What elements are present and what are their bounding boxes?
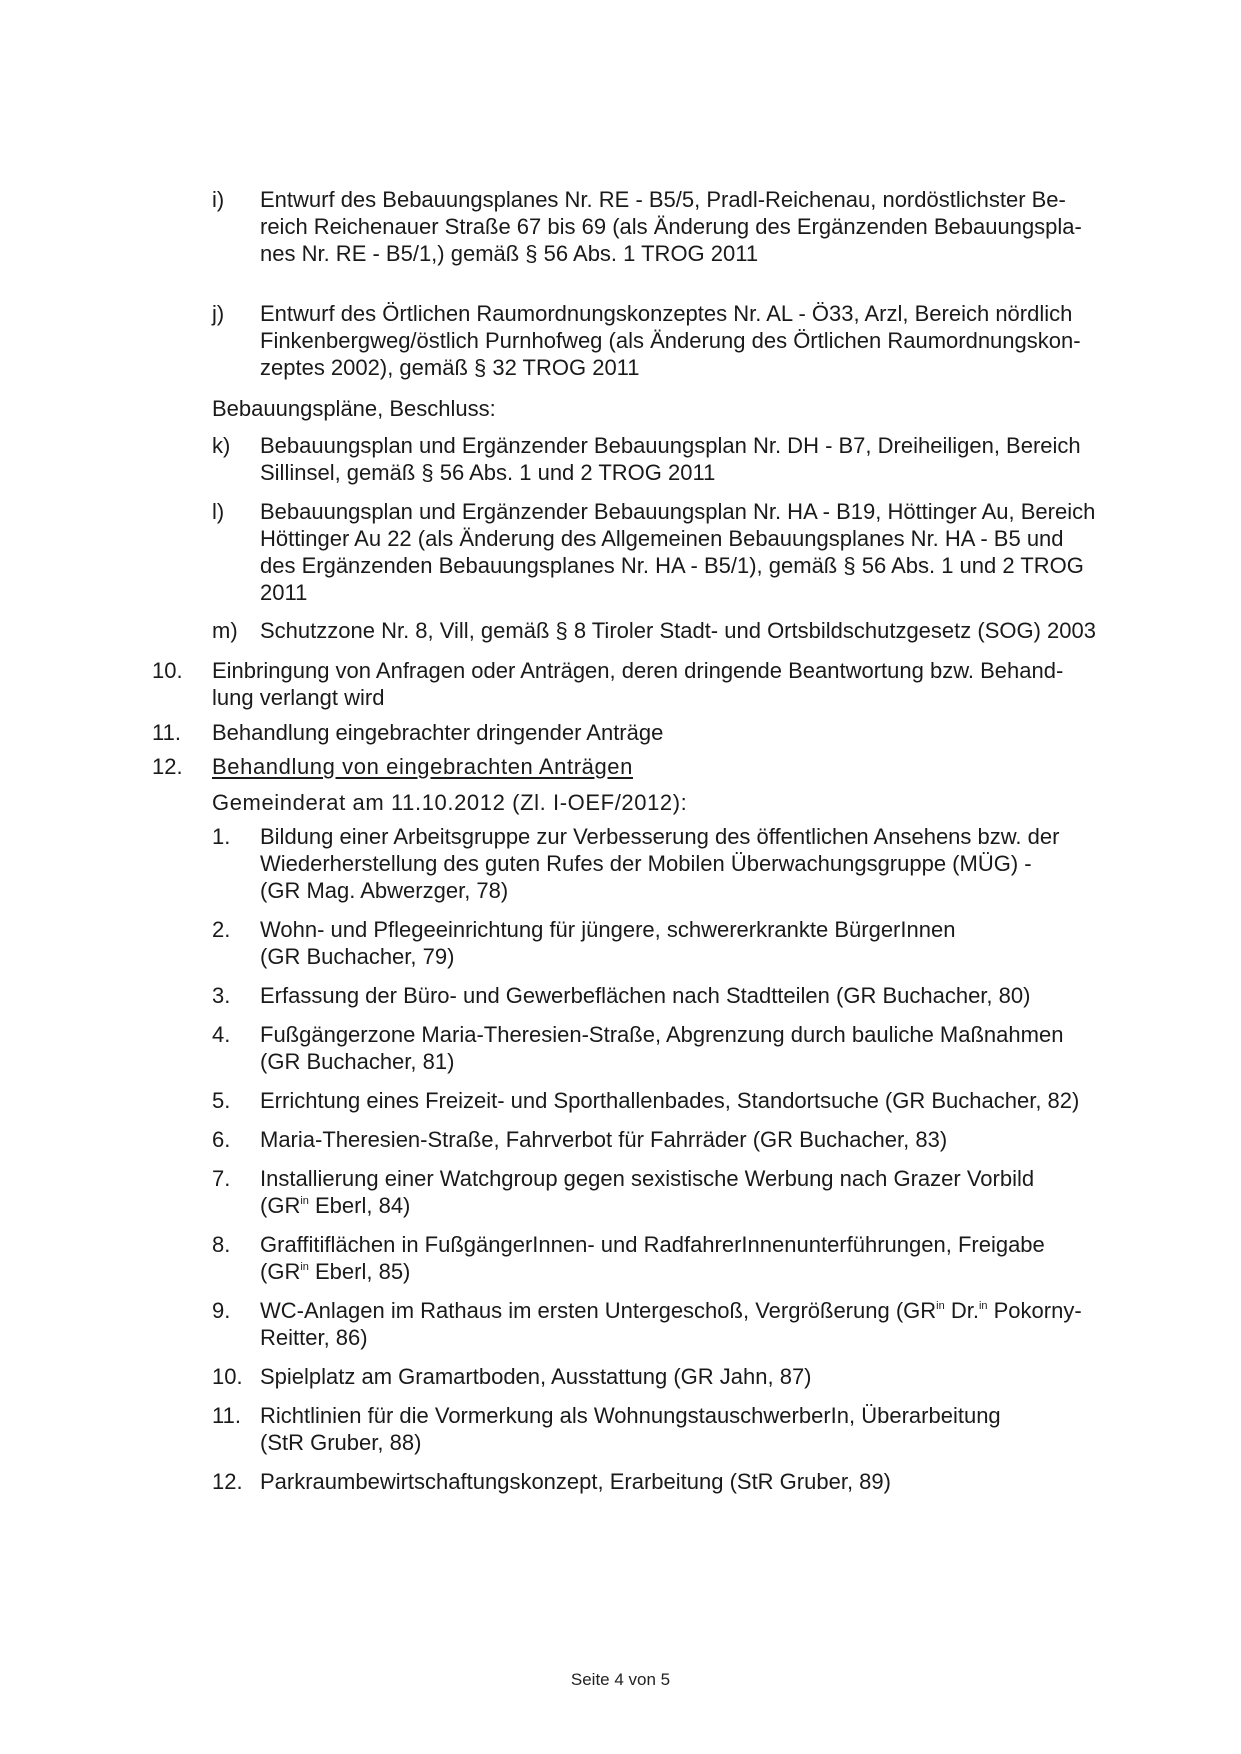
item-label: 11.	[152, 720, 181, 745]
item-text	[260, 1087, 1160, 1114]
item-line: Schutzzone Nr. 8, Vill, gemäß § 8 Tiroler Stadt- und Ortsbildschutzgesetz (SOG) 2003	[260, 618, 1096, 643]
item-line: Bildung einer Arbeitsgruppe zur Verbesserung des öffentlichen Ansehens bzw. der	[260, 824, 1060, 849]
item-label: l)	[212, 499, 225, 524]
title-superscript: in	[978, 1300, 988, 1312]
author-ref: Eberl, 84)	[308, 1193, 411, 1218]
item-text	[260, 1126, 1160, 1153]
item-line: (GR Buchacher, 79)	[260, 944, 455, 969]
item-line: Reitter, 86)	[260, 1325, 368, 1350]
item-text	[260, 1231, 1160, 1285]
item-line: Wohn- und Pflegeeinrichtung für jüngere, schwererkrankte BürgerInnen	[260, 917, 956, 942]
item-label: 8.	[212, 1232, 231, 1257]
title-abbrev: (GR	[260, 1193, 301, 1218]
item-line: Erfassung der Büro- und Gewerbeflächen nach Stadtteilen (GR Buchacher, 80)	[260, 983, 1031, 1008]
item-text	[260, 916, 1160, 970]
item-label: 5.	[212, 1088, 231, 1113]
item-line	[260, 1192, 1160, 1219]
item-text	[260, 1363, 1160, 1390]
page-footer: Seite 4 von 5	[570, 1670, 671, 1689]
item-line	[260, 1297, 1160, 1324]
item-text	[260, 1165, 1160, 1219]
item-line: Fußgängerzone Maria-Theresien-Straße, Abgrenzung durch bauliche Maßnahmen	[260, 1022, 1064, 1047]
item-label: 4.	[212, 1022, 231, 1047]
item-line: Spielplatz am Gramartboden, Ausstattung (GR Jahn, 87)	[260, 1364, 812, 1389]
item-line: Entwurf des Örtlichen Raumordnungskonzeptes Nr. AL - Ö33, Arzl, Bereich nördlich	[260, 301, 1073, 326]
author-ref: Pokorny-	[987, 1298, 1082, 1323]
item-label: i)	[212, 187, 225, 212]
council-session-line: Gemeinderat am 11.10.2012 (Zl. I-OEF/2012):	[212, 790, 688, 815]
item-line: Wiederherstellung des guten Rufes der Mobilen Überwachungsgruppe (MÜG) -	[260, 851, 1032, 876]
title-superscript: in	[936, 1300, 945, 1312]
section-heading: Behandlung von eingebrachten Anträgen	[212, 754, 633, 779]
title-superscript: in	[300, 1195, 309, 1207]
item-line: Installierung einer Watchgroup gegen sexistische Werbung nach Grazer Vorbild	[260, 1166, 1035, 1191]
title-superscript: in	[300, 1261, 309, 1273]
item-text	[260, 1297, 1160, 1351]
item-line: Graffitiflächen in FußgängerInnen- und RadfahrerInnenunterführungen, Freigabe	[260, 1232, 1045, 1257]
title-abbrev: (GR	[260, 1259, 301, 1284]
item-text-part: WC-Anlagen im Rathaus im ersten Untergeschoß, Vergrößerung (GR	[260, 1298, 937, 1323]
item-text	[260, 1402, 1160, 1456]
item-line: Behandlung eingebrachter dringender Anträge	[212, 720, 664, 745]
item-line: (GR Buchacher, 81)	[260, 1049, 455, 1074]
item-line: reich Reichenauer Straße 67 bis 69 (als Änderung des Ergänzenden Bebauungspla-	[260, 214, 1082, 239]
item-label: 7.	[212, 1166, 231, 1191]
item-line: Entwurf des Bebauungsplanes Nr. RE - B5/5, Pradl-Reichenau, nordöstlichster Be-	[260, 187, 1066, 212]
item-line: Bebauungsplan und Ergänzender Bebauungsplan Nr. HA - B19, Höttinger Au, Bereich	[260, 499, 1096, 524]
item-label: m)	[212, 618, 238, 643]
item-line	[260, 1258, 1160, 1285]
item-label: j)	[212, 301, 225, 326]
item-label: 11.	[212, 1403, 241, 1428]
item-label: 9.	[212, 1298, 231, 1323]
item-line: Sillinsel, gemäß § 56 Abs. 1 und 2 TROG 2011	[260, 460, 716, 485]
item-text	[260, 186, 1160, 267]
item-line: des Ergänzenden Bebauungsplanes Nr. HA - B5/1), gemäß § 56 Abs. 1 und 2 TROG	[260, 553, 1084, 578]
item-line: (GR Mag. Abwerzger, 78)	[260, 878, 509, 903]
item-text	[212, 719, 1162, 746]
item-line: Parkraumbewirtschaftungskonzept, Erarbeitung (StR Gruber, 89)	[260, 1469, 891, 1494]
item-label: 12.	[212, 1469, 243, 1494]
item-text	[260, 982, 1160, 1009]
item-line: Höttinger Au 22 (als Änderung des Allgemeinen Bebauungsplanes Nr. HA - B5 und	[260, 526, 1064, 551]
item-line: (StR Gruber, 88)	[260, 1430, 422, 1455]
item-label: 10.	[152, 658, 183, 683]
item-label: 6.	[212, 1127, 231, 1152]
item-label: k)	[212, 433, 231, 458]
item-text	[260, 823, 1160, 904]
item-text	[212, 753, 1162, 780]
section-subheading: Bebauungspläne, Beschluss:	[212, 396, 496, 421]
item-line: Einbringung von Anfragen oder Anträgen, deren dringende Beantwortung bzw. Behand-	[212, 658, 1064, 683]
item-text	[260, 1021, 1160, 1075]
item-line: Errichtung eines Freizeit- und Sporthallenbades, Standortsuche (GR Buchacher, 82)	[260, 1088, 1080, 1113]
item-label: 2.	[212, 917, 231, 942]
item-text	[260, 1468, 1160, 1495]
item-line: Finkenbergweg/östlich Purnhofweg (als Änderung des Örtlichen Raumordnungskon-	[260, 328, 1081, 353]
item-line: lung verlangt wird	[212, 685, 385, 710]
item-label: 3.	[212, 983, 231, 1008]
item-line: 2011	[260, 580, 308, 605]
item-label: 12.	[152, 754, 183, 779]
item-text	[260, 617, 1160, 644]
item-label: 1.	[212, 824, 231, 849]
author-ref: Eberl, 85)	[308, 1259, 411, 1284]
title-abbrev: Dr.	[944, 1298, 979, 1323]
item-text	[260, 498, 1160, 606]
item-label: 10.	[212, 1364, 243, 1389]
item-text	[260, 432, 1160, 486]
item-line: Bebauungsplan und Ergänzender Bebauungsplan Nr. DH - B7, Dreiheiligen, Bereich	[260, 433, 1081, 458]
item-line: zeptes 2002), gemäß § 32 TROG 2011	[260, 355, 640, 380]
item-text	[212, 657, 1162, 711]
item-text	[260, 300, 1160, 381]
item-line: nes Nr. RE - B5/1,) gemäß § 56 Abs. 1 TROG 2011	[260, 241, 759, 266]
item-line: Richtlinien für die Vormerkung als WohnungstauschwerberIn, Überarbeitung	[260, 1403, 1001, 1428]
item-line: Maria-Theresien-Straße, Fahrverbot für Fahrräder (GR Buchacher, 83)	[260, 1127, 948, 1152]
